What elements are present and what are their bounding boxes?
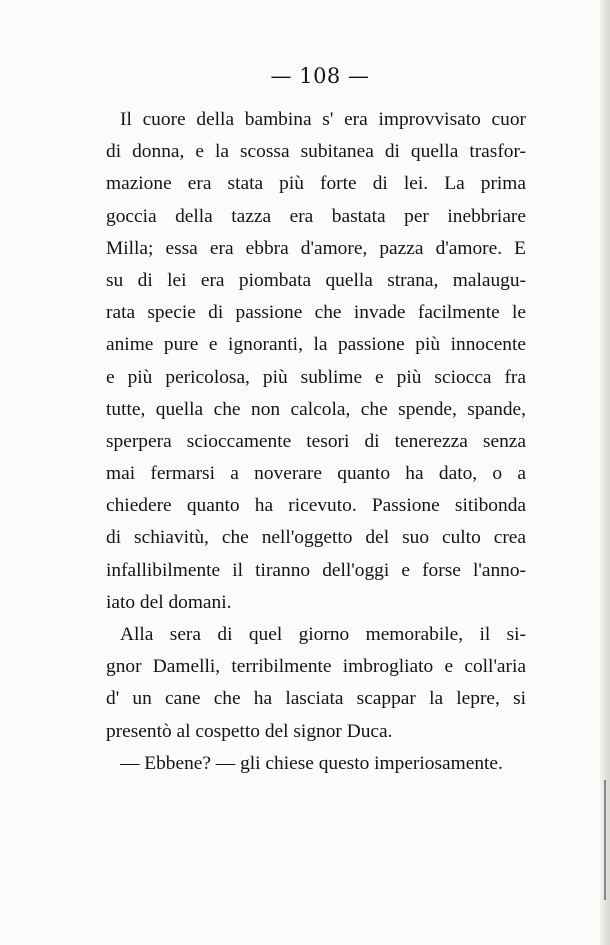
text-line: Milla; essa era ebbra d'amore, pazza d'amore. E [106, 237, 526, 259]
text-line: di schiavitù, che nell'oggetto del suo culto crea [106, 527, 526, 549]
text-line: — Ebbene? — gli chiese questo imperiosamente. [120, 752, 503, 774]
text-line: mazione era stata più forte di lei. La prima [106, 173, 526, 195]
text-line: iato del domani. [106, 591, 232, 613]
text-line: chiedere quanto ha ricevuto. Passione sitibonda [106, 495, 526, 517]
text-line: di donna, e la scossa subitanea di quella trasfor- [106, 141, 526, 163]
text-line: Alla sera di quel giorno memorabile, il si- [120, 624, 526, 645]
text-line: tutte, quella che non calcola, che spende, spande, [106, 398, 526, 420]
text-line: mai fermarsi a noverare quanto ha dato, o a [106, 463, 526, 485]
page-number: — 108 — [270, 64, 370, 88]
text-line: presentò al cospetto del signor Duca. [106, 720, 393, 742]
text-line: anime pure e ignoranti, la passione più innocente [106, 334, 526, 356]
text-line: su di lei era piombata quella strana, malaugu- [106, 269, 526, 291]
text-line: e più pericolosa, più sublime e più sciocca fra [106, 366, 526, 388]
text-line: goccia della tazza era bastata per inebbriare [106, 205, 526, 227]
text-line: infallibilmente il tiranno dell'oggi e forse l'anno- [106, 559, 526, 581]
body-text [106, 104, 526, 780]
page-edge-mark [604, 780, 606, 900]
text-line: Il cuore della bambina s' era improvvisato cuor [120, 109, 526, 130]
text-line: sperpera scioccamente tesori di tenerezza senza [106, 430, 526, 452]
text-line: gnor Damelli, terribilmente imbrogliato e coll'aria [106, 656, 526, 678]
text-line: d' un cane che ha lasciata scappar la lepre, si [106, 688, 526, 710]
text-line: rata specie di passione che invade facilmente le [106, 302, 526, 324]
